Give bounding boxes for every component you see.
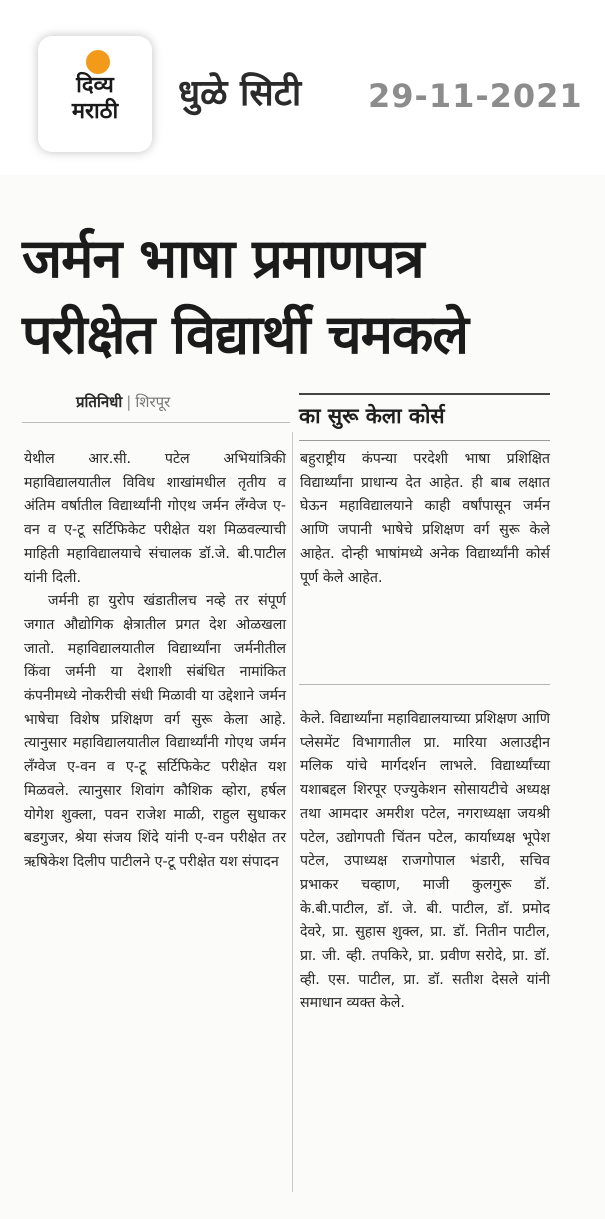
right-column-rule <box>299 684 550 685</box>
sun-icon <box>86 50 110 74</box>
headline-line2: परीक्षेत विद्यार्थी चमकले <box>22 302 469 366</box>
left-column <box>24 448 286 875</box>
column-divider <box>292 432 293 1192</box>
subhead-bottom-rule <box>299 440 550 441</box>
edition-date: 29-11-2021 <box>368 77 583 115</box>
body-paragraph-2: जर्मनी हा युरोप खंडातीलच नव्हे तर संपूर्ण जगात औद्योगिक क्षेत्रातील प्रगत देश ओळखला जातो. महाविद्यालयातील विद्यार्थ्यांना जर्मनीतील किंवा जर्मनी या देशाशी संबंधित नामांकित कंपनीमध्ये नोकरीची संधी मिळावी या उद्देशाने जर्मन भाषेचा विशेष प्रशिक्षण वर्ग सुरू केला आहे. त्यानुसार महाविद्यालयातील विद्यार्थ्यांनी गोएथ जर्मन लँग्वेज ए-वन व ए-टू सर्टिफिकेट परीक्षेत यश मिळवले. त्यानुसार शिवांग कौशिक व्होरा, हर्षल योगेश शुक्ला, पवन राजेश माळी, राहुल सुधाकर बडगुजर, श्रेया संजय शिंदे यांनी ए-वन परीक्षेत तर ऋषिकेश दिलीप पाटीलने ए-टू परीक्षेत यश संपादन <box>24 593 286 870</box>
headline-line1: जर्मन भाषा प्रमाणपत्र <box>22 226 424 290</box>
logo-text-line1: दिव्य <box>76 73 114 98</box>
byline-separator: | <box>126 393 132 411</box>
byline-author: प्रतिनिधी <box>76 393 123 411</box>
edition-title: धुळे सिटी <box>178 73 302 114</box>
body-paragraph-1: येथील आर.सी. पटेल अभियांत्रिकी महाविद्यालयातील विविध शाखांमधील तृतीय व अंतिम वर्षातील विद्यार्थ्यांनी गोएथ जर्मन लँग्वेज ए-वन व ए-टू सर्टिफिकेट परीक्षेत यश मिळवल्याची माहिती महाविद्यालयाचे संचालक डॉ.जे. बी.पाटील यांनी दिली. <box>24 451 286 586</box>
subhead-top-rule <box>299 393 550 395</box>
right-column-continued <box>300 708 550 1016</box>
logo-text-line2: मराठी <box>71 99 119 124</box>
sidebar-paragraph: बहुराष्ट्रीय कंपन्या परदेशी भाषा प्रशिक्षित विद्यार्थ्यांना प्राधान्य देत आहेत. ही बाब लक्षात घेऊन महाविद्यालयाने काही वर्षांपासून जर्मन आणि जपानी भाषेचे प्रशिक्षण वर्ग सुरू केले आहेत. दोन्ही भाषांमध्ये अनेक विद्यार्थ्यांनी कोर्स पूर्ण केले आहेत. <box>300 451 550 586</box>
byline-place: शिरपूर <box>135 393 171 411</box>
subhead: का सुरू केला कोर्स <box>299 404 445 428</box>
right-column-sidebar <box>300 448 550 590</box>
byline <box>76 392 170 412</box>
left-column-rule <box>22 422 290 423</box>
divya-marathi-logo <box>38 36 152 152</box>
body-paragraph-3: केले. विद्यार्थ्यांना महाविद्यालयाच्या प्रशिक्षण आणि प्लेसमेंट विभागातील प्रा. मारिया अलाउद्दीन मलिक यांचे मार्गदर्शन लाभले. विद्यार्थ्यांच्या यशाबद्दल शिरपूर एज्युकेशन सोसायटीचे अध्यक्ष तथा आमदार अमरीश पटेल, नगराध्यक्षा जयश्री पटेल, उद्योगपती चिंतन पटेल, कार्याध्यक्ष भूपेश पटेल, उपाध्यक्ष राजगोपाल भंडारी, सचिव प्रभाकर चव्हाण, माजी कुलगुरू डॉ. के.बी.पाटील, डॉ. जे. बी. पाटील, डॉ. प्रमोद देवरे, प्रा. सुहास शुक्ल, प्रा. डॉ. नितीन पाटील, प्रा. जी. व्ही. तपकिरे, प्रा. प्रवीण सरोदे, प्रा. डॉ. व्ही. एस. पाटील, प्रा. डॉ. सतीश देसले यांनी समाधान व्यक्त केले. <box>300 711 550 1012</box>
masthead <box>0 0 605 175</box>
